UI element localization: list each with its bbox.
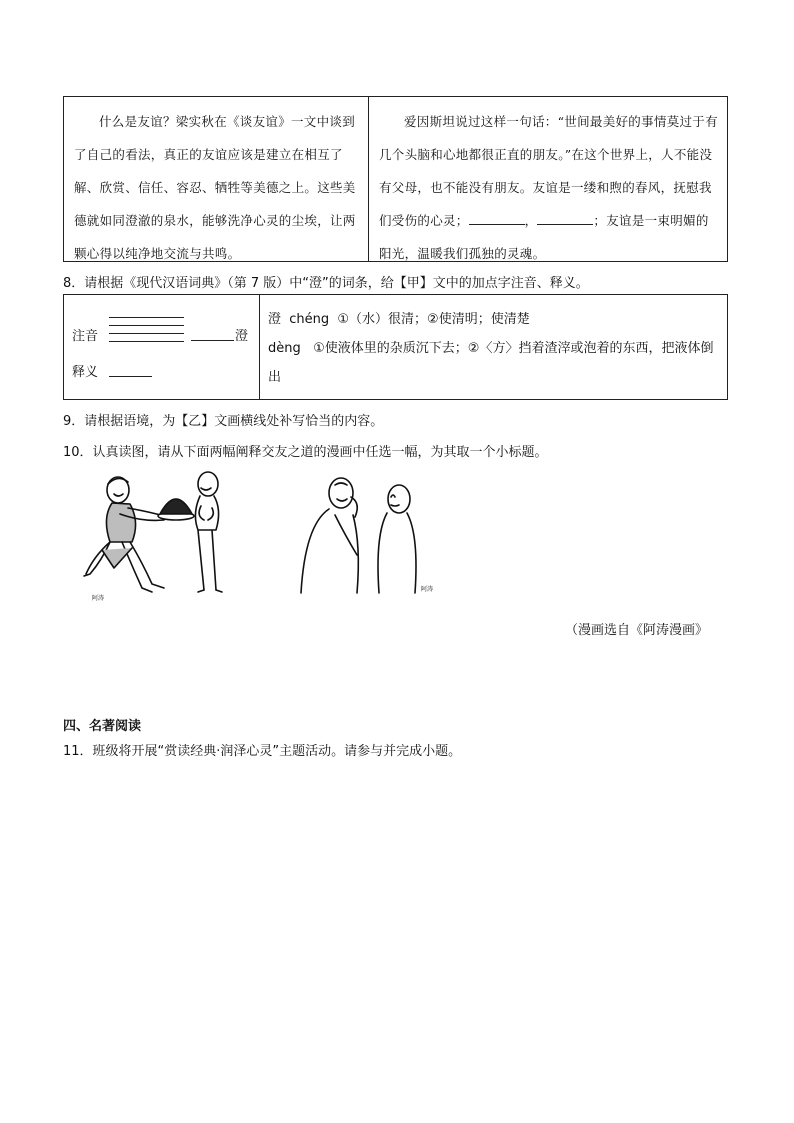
comic-1[interactable] <box>80 470 245 605</box>
comic-source: （漫画选自《阿涛漫画》 <box>565 623 709 638</box>
comic-2[interactable] <box>295 475 435 600</box>
zhuyin-label: 注音 <box>72 329 99 344</box>
passage-yi-text-2: ， <box>524 213 538 228</box>
pinyin-line-1[interactable] <box>109 317 184 318</box>
entry-cheng: 澄 chéng ①（水）很清；②使清明；使清楚 <box>268 312 530 327</box>
passage-yi-text-1: 爱因斯坦说过这样一句话：“世间最美好的事情莫过于有几个头脑和心地都很正直的朋友。”在这个世界上，人不能没有父母，也不能没有朋友。友谊是一缕和煦的春风，抚慰我们受伤的心灵； <box>379 114 718 228</box>
entry-deng: dèng ①使液体里的杂质沉下去；②〈方〉挡着渣滓或泡着的东西，把液体倒出 <box>268 341 714 385</box>
question-9: 9．请根据语境，为【乙】文画横线处补写恰当的内容。 <box>63 414 384 429</box>
shiyi-answer-line[interactable] <box>109 376 152 377</box>
question-11: 11．班级将开展“赏读经典·润泽心灵”主题活动。请参与并完成小题。 <box>63 744 462 759</box>
dict-char: 澄 <box>235 329 249 344</box>
pinyin-line-2[interactable] <box>109 325 184 326</box>
section-4-title: 四、名著阅读 <box>63 719 142 734</box>
question-8: 8．请根据《现代汉语词典》（第 7 版）中“澄”的词条，给【甲】文中的加点字注音、释义。 <box>63 276 589 291</box>
comic-2-signature: 阿涛 <box>421 586 434 593</box>
passage-yi <box>369 97 727 261</box>
passage-jia-text: 什么是友谊？梁实秋在《谈友谊》一文中谈到了自己的看法，真正的友谊应该是建立在相互了解、欣赏、信任、容忍、牺牲等美德之上。这些美德就如同澄澈的泉水，能够洗净心灵的尘埃，让两颗心得以纯净地交流与共鸣。 <box>74 114 356 261</box>
pinyin-line-4[interactable] <box>109 341 184 342</box>
zhuyin-answer-line[interactable] <box>191 340 234 341</box>
comic-1-signature: 阿涛 <box>92 595 105 602</box>
pinyin-line-3[interactable] <box>109 333 184 334</box>
dictionary-entry <box>260 295 728 399</box>
passage-yi-text-3: ；友谊是一束明媚的阳光，温暖我们孤独的灵魂。 <box>379 213 709 261</box>
blank-1[interactable] <box>469 211 525 225</box>
passage-yi-text <box>379 105 719 270</box>
blank-2[interactable] <box>537 211 593 225</box>
dictionary-table <box>63 294 728 400</box>
passage-table <box>63 96 728 262</box>
answer-cell <box>64 295 260 399</box>
passage-jia <box>64 97 369 261</box>
shiyi-label: 释义 <box>72 365 99 380</box>
question-10: 10．认真读图，请从下面两幅阐释交友之道的漫画中任选一幅，为其取一个小标题。 <box>63 445 548 460</box>
